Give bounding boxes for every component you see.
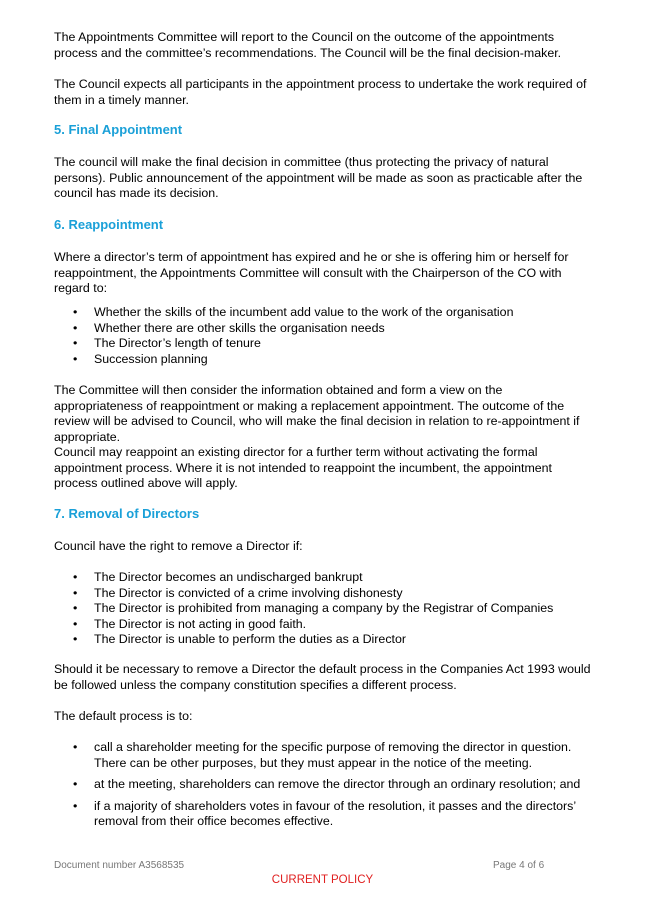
heading-final-appointment: 5. Final Appointment <box>54 122 183 137</box>
default-process-list <box>54 740 594 836</box>
list-item: • The Director is convicted of a crime involving dishonesty <box>54 586 594 602</box>
list-item: • Whether the skills of the incumbent add value to the work of the organisation <box>54 305 594 321</box>
list-item: • Succession planning <box>54 352 594 368</box>
paragraph-final-appointment: The council will make the final decision in committee (thus protecting the privacy of natural persons). Public announcement of the appointment will be made as soon as practicable after the council has made its decision. <box>54 155 583 200</box>
heading-removal-of-directors: 7. Removal of Directors <box>54 506 200 521</box>
reappointment-criteria-list <box>54 305 594 367</box>
policy-status: CURRENT POLICY <box>271 874 374 886</box>
list-item: • The Director is unable to perform the duties as a Director <box>54 632 594 648</box>
list-item: • The Director becomes an undischarged bankrupt <box>54 570 594 586</box>
document-number: Document number A3568535 <box>54 860 185 871</box>
paragraph-removal-intro: Council have the right to remove a Director if: <box>54 539 303 553</box>
page-number: Page 4 of 6 <box>493 860 545 871</box>
list-item: • if a majority of shareholders votes in favour of the resolution, it passes and the directors’ removal from their office becomes effective. <box>54 799 594 830</box>
removal-grounds-list <box>54 570 594 648</box>
paragraph-removal-process: Should it be necessary to remove a Director the default process in the Companies Act 1993 would be followed unless the company constitution specifies a different process. <box>54 662 591 692</box>
list-item: • The Director is not acting in good faith. <box>54 617 594 633</box>
heading-reappointment: 6. Reappointment <box>54 217 164 232</box>
paragraph-committee-consider: The Committee will then consider the information obtained and form a view on the appropriateness of reappointment or making a replacement appointment. The outcome of the review will be advised to Council, who will make the final decision in relation to re-appointment if appropriate. <box>54 383 580 444</box>
paragraph-default-process: The default process is to: <box>54 709 193 723</box>
list-item: • at the meeting, shareholders can remove the director through an ordinary resolution; and <box>54 777 594 793</box>
list-item: • call a shareholder meeting for the specific purpose of removing the director in question. There can be other purposes, but they must appear in the notice of the meeting. <box>54 740 594 771</box>
paragraph-reappointment-intro: Where a director’s term of appointment has expired and he or she is offering him or herself for reappointment, the Appointments Committee will consult with the Chairperson of the CO with regard to: <box>54 250 569 295</box>
list-item: • The Director’s length of tenure <box>54 336 594 352</box>
paragraph-committee-report: The Appointments Committee will report to the Council on the outcome of the appointments process and the committee’s recommendations. The Council will be the final decision-maker. <box>54 30 562 60</box>
paragraph-council-reappoint: Council may reappoint an existing director for a further term without activating the formal appointment process. Where it is not intended to reappoint the incumbent, the appointment process outlined above will apply. <box>54 445 552 490</box>
list-item: • The Director is prohibited from managing a company by the Registrar of Companies <box>54 601 594 617</box>
paragraph-participants: The Council expects all participants in the appointment process to undertake the work required of them in a timely manner. <box>54 77 587 107</box>
list-item: • Whether there are other skills the organisation needs <box>54 321 594 337</box>
